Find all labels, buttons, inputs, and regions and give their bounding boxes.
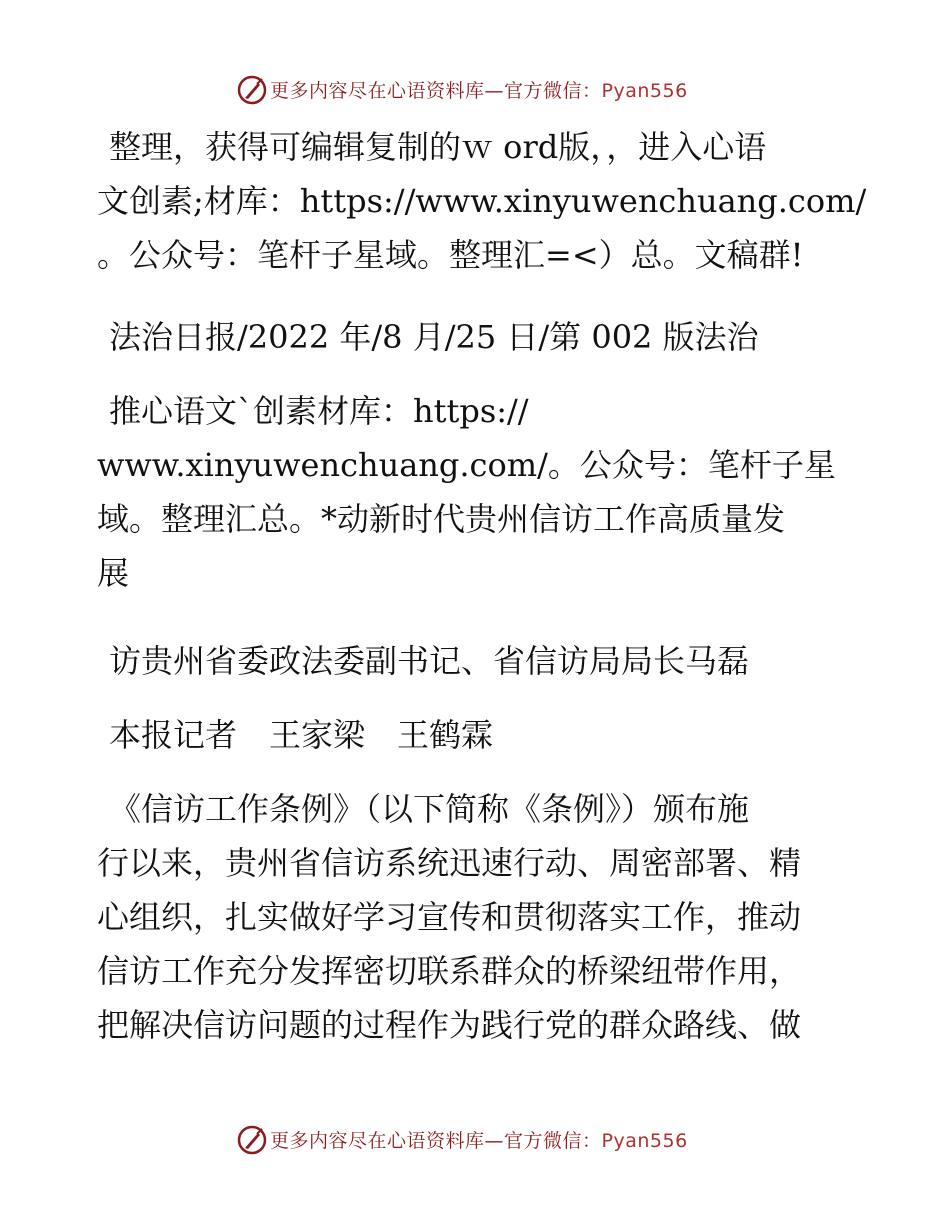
text-line: 信访工作充分发挥密切联系群众的桥梁纽带作用， bbox=[97, 952, 802, 990]
text-line: 域。整理汇总。*动新时代贵州信访工作高质量发 bbox=[97, 500, 786, 538]
watermark-label: 更多内容尽在心语资料库—官方微信： bbox=[270, 1130, 602, 1152]
watermark-wechat-id: Pyan556 bbox=[601, 1130, 688, 1152]
paragraph-body bbox=[97, 782, 857, 1052]
watermark-label: 更多内容尽在心语资料库—官方微信： bbox=[270, 80, 602, 102]
text-line: www.xinyuwenchuang.com/。公众号：笔杆子星 bbox=[97, 446, 836, 484]
watermark-text bbox=[270, 76, 688, 103]
watermark-text bbox=[270, 1126, 688, 1153]
paragraph-subheading bbox=[97, 634, 857, 688]
text-line: 文创素;材库：https://www.xinyuwenchuang.com/ bbox=[97, 182, 867, 220]
text-line: 展 bbox=[97, 554, 130, 592]
text-line: 把解决信访问题的过程作为践行党的群众路线、做 bbox=[97, 1006, 802, 1044]
footer-watermark bbox=[0, 1120, 950, 1160]
paragraph-headline bbox=[97, 384, 857, 600]
text-line: 《信访工作条例》（以下简称《条例》）颁布施 bbox=[109, 790, 750, 828]
text-line: 访贵州省委政法委副书记、省信访局局长马磊 bbox=[109, 642, 750, 680]
text-line: 心组织，扎实做好学习宣传和贯彻落实工作，推动 bbox=[97, 898, 802, 936]
paragraph-source-line bbox=[97, 310, 857, 364]
header-watermark bbox=[0, 70, 950, 110]
text-line: 。公众号：笔杆子星域。整理汇=<）总。文稿群! bbox=[97, 236, 804, 274]
text-line: 行以来，贵州省信访系统迅速行动、周密部署、精 bbox=[97, 844, 802, 882]
paragraph-byline bbox=[97, 708, 857, 762]
paragraph-intro-notice bbox=[97, 120, 867, 282]
watermark-wechat-id: Pyan556 bbox=[601, 80, 688, 102]
text-line: 整理，获得可编辑复制的ｗ ord版，，进入心语 bbox=[109, 128, 767, 166]
text-line: 本报记者 王家梁 王鹤霖 bbox=[109, 716, 494, 754]
text-line: 法治日报/2022 年/8 月/25 日/第 002 版法治 bbox=[109, 318, 759, 356]
quill-logo-icon bbox=[236, 74, 268, 106]
text-line: 推心语文`创素材库：https:// bbox=[109, 392, 529, 430]
quill-logo-icon bbox=[236, 1124, 268, 1156]
